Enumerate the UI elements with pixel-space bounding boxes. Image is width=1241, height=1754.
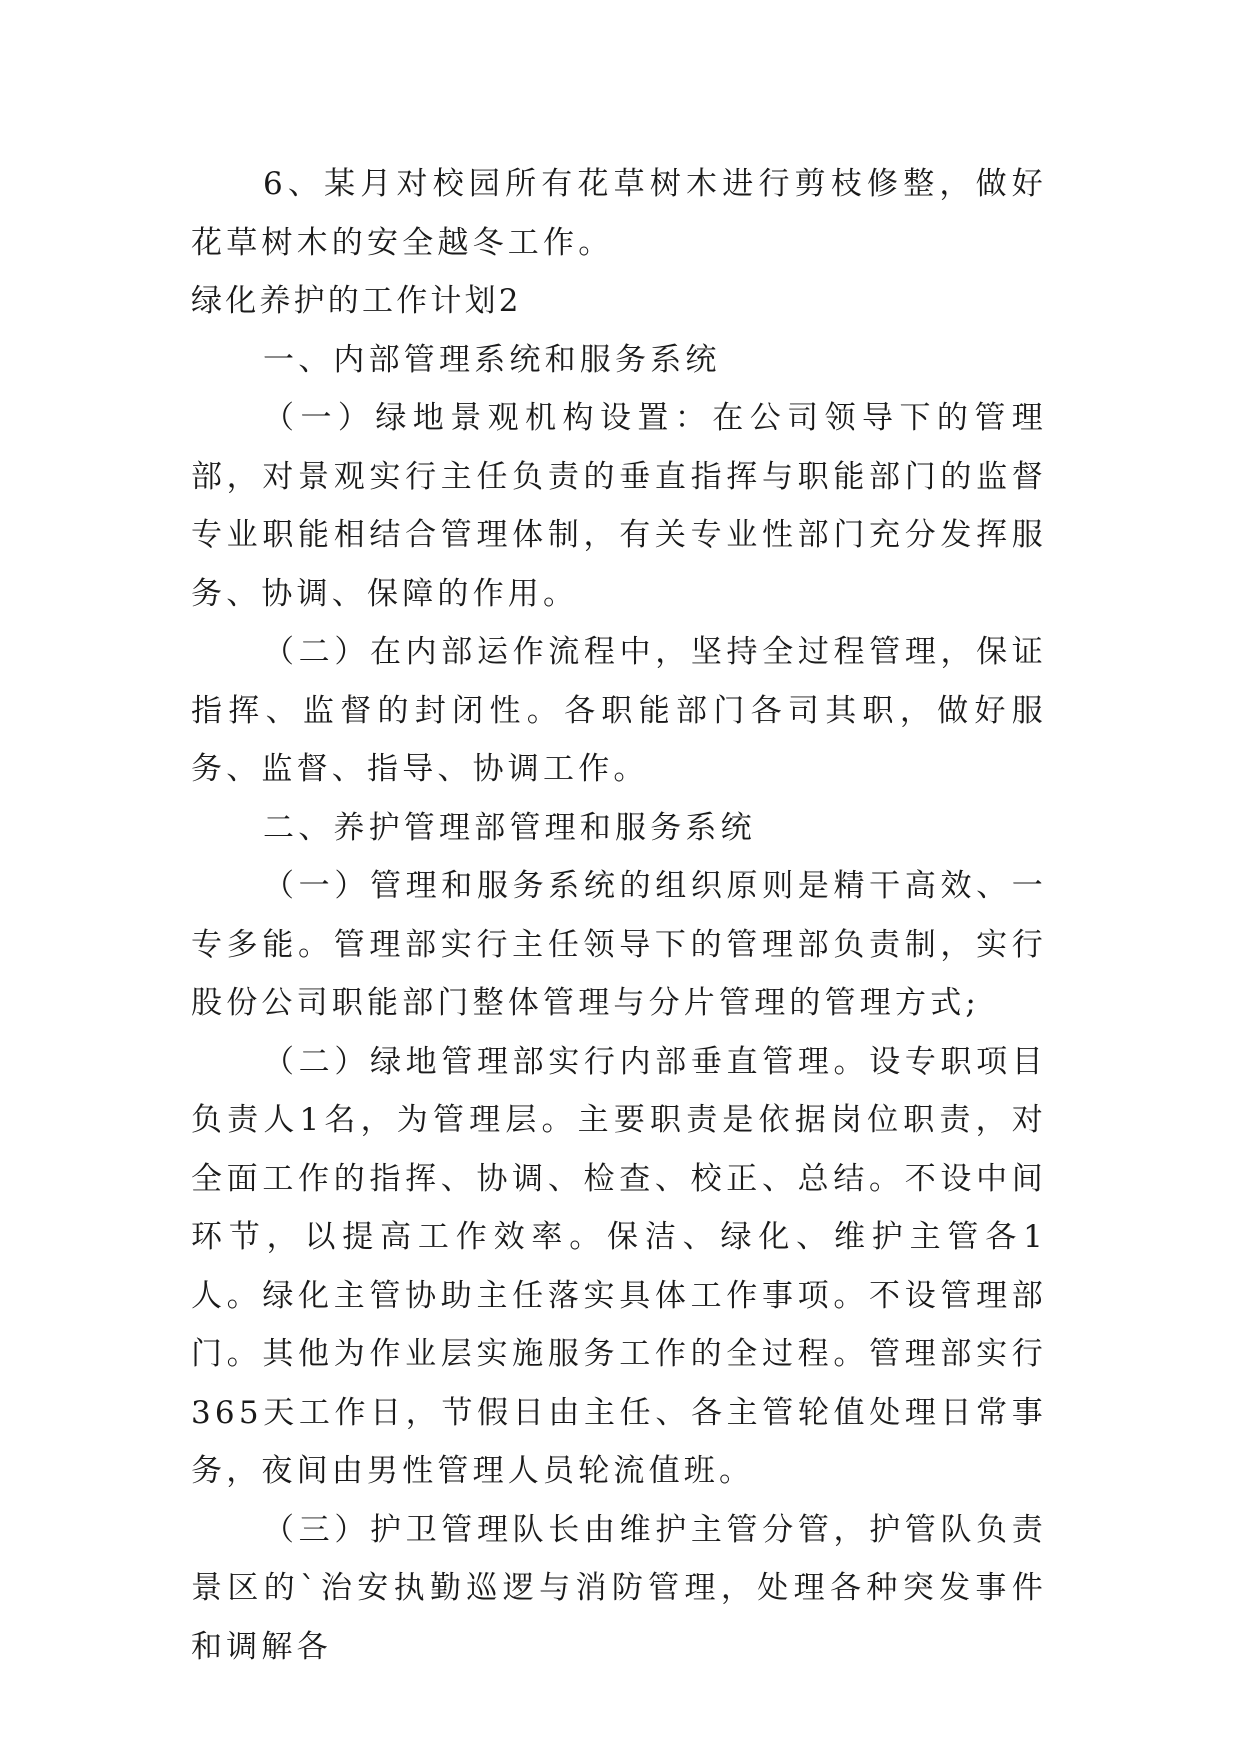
paragraph-organization-principles: （一）管理和服务系统的组织原则是精干高效、一专多能。管理部实行主任领导下的管理部负责制，实行股份公司职能部门整体管理与分片管理的管理方式; xyxy=(191,868,1047,1021)
paragraph-security-management: （三）护卫管理队长由维护主管分管，护管队负责景区的`治安执勤巡逻与消防管理，处理各种突发事件和调解各 xyxy=(191,1511,1047,1665)
section-heading-maintenance-department: 二、养护管理部管理和服务系统 xyxy=(263,809,756,846)
paragraph-vertical-management: （二）绿地管理部实行内部垂直管理。设专职项目负责人1名，为管理层。主要职责是依据岗位职责，对全面工作的指挥、协调、检查、校正、总结。不设中间环节，以提高工作效率。保洁、绿化、维护主管各1人。绿化主管协助主任落实具体工作事项。不设管理部门。其他为作业层实施服务工作的全过程。管理部实行365天工作日，节假日由主任、各主管轮值处理日常事务，夜间由男性管理人员轮流值班。 xyxy=(191,1043,1047,1489)
paragraph-landscape-organization: （一）绿地景观机构设置：在公司领导下的管理部，对景观实行主任负责的垂直指挥与职能部门的监督专业职能相结合管理体制，有关专业性部门充分发挥服务、协调、保障的作用。 xyxy=(191,400,1047,612)
paragraph-item-6-winter-pruning: 6、某月对校园所有花草树木进行剪枝修整，做好花草树木的安全越冬工作。 xyxy=(191,166,1047,261)
section-heading-internal-management: 一、内部管理系统和服务系统 xyxy=(263,341,721,378)
document-body xyxy=(191,155,1047,1676)
section-title-plan-2: 绿化养护的工作计划2 xyxy=(191,283,522,319)
paragraph-internal-workflow: （二）在内部运作流程中，坚持全过程管理，保证指挥、监督的封闭性。各职能部门各司其职，做好服务、监督、指导、协调工作。 xyxy=(191,634,1047,787)
